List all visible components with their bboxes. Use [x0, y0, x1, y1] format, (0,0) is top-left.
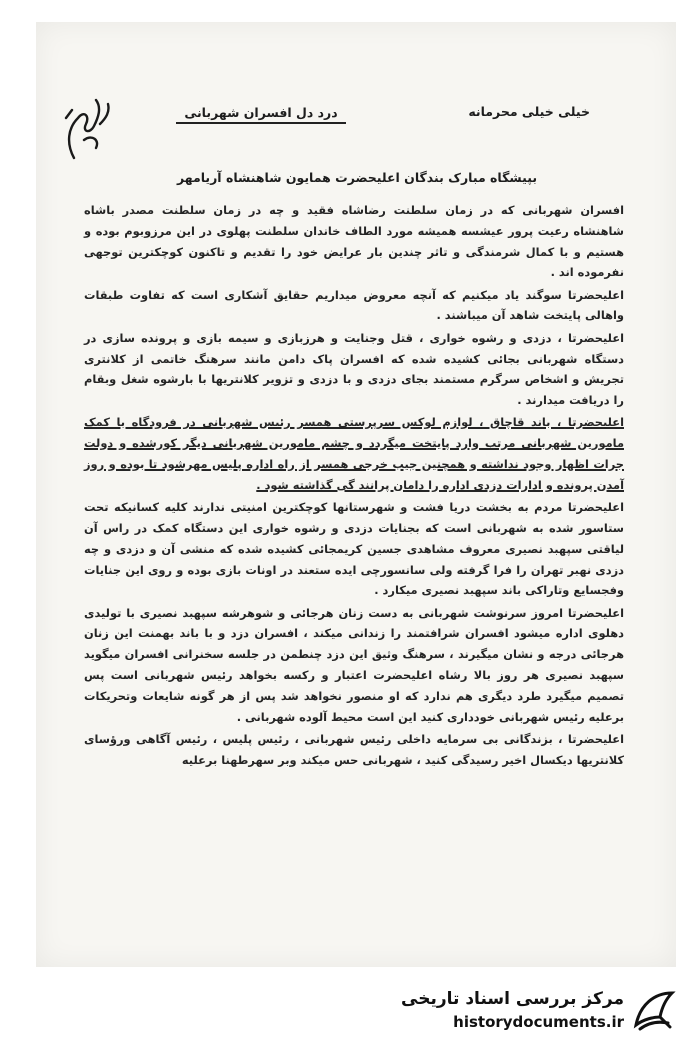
document-page [36, 22, 676, 967]
paragraph-6: اعلیحضرتا امروز سرنوشت شهربانی به دست زنان هرجائی و شوهرشه سپهبد نصیری با تولیدی دهلوی اداره میشود افسران شرافتمند را زندانی میکند ، افسران دزد و با باند بهمنت این زنان هرجائی درجه و نشان میگیرند ، سرهنگ وثیق این دزد چنطمن در جلسه سخنرانی افسران میگوید سپهبد نصیری هر روز بالا رشاه اعلیحضرت اعتبار و رکسه بخواهد رئیس شهربانی است پس تصمیم میگیرد طرد دیگری هم ندارد که او منصور نخواهد شد پس از هر گونه شایعات وتحریکات برعلیه رئیس شهربانی خودداری کنید این است محیط آلوده شهربانی . [84, 605, 624, 724]
handwritten-annotation [56, 88, 118, 168]
salutation-line: بپیشگاه مبارک بندگان اعلیحضرت همایون شاهنشاه آریامهر [176, 170, 538, 185]
archive-watermark [401, 985, 680, 1040]
document-subject: درد دل افسران شهربانی [176, 105, 346, 124]
paragraph-5: اعلیحضرتا مردم به بخشت دریا فشت و شهرستانها کوچکترین امنیتی ندارند کلیه کسانیکه تحت ستاسور شده به شهربانی است که بجنایات دزدی و رشوه خواری این دستگاه کمک در راس آن لیاقتی سپهبد نصیری معروف مشاهدی جسین کریمجائی کشیده شده که منشی آن و دزدی و چه دزدی نهبر تهران را فرا گرفته ولی سانسورچی ایده ستعند در اونات بازی بوده و روی این جنایات وفجسایع وتاراکی باند سپهبد نصیری میکارد . [84, 500, 624, 598]
archive-logo-icon [630, 987, 678, 1035]
paragraph-1: افسران شهربانی که در زمان سلطنت رضاشاه فقید و چه در زمان سلطنت مصدر باشاه شاهنشاه رعیت پرور عیشسه همیشه مورد الطاف خاندان سلطنت پهلوی در این مرزوبوم بوده و هستیم و با کمال شرمندگی و تاثر چندین بار عرایض خود را تقدیم و تاکنون کوچکترین توجهی نفرموده اند . [84, 203, 624, 280]
paragraph-3: اعلیحضرتا ، دزدی و رشوه خواری ، قتل وجنایت و هرزبازی و سیمه بازی و پرونده سازی در دستگاه شهربانی بجائی کشیده شده که افسران پاک دامن مانند سرهنگ خاتمی از کلانتری تجریش و اشخاص سرگرم مستمند بجای دزدی و با دزدی و تزویر کلانتریها با بارشوه شغل وبقام را دریافت میدارند . [84, 330, 624, 408]
letter-body [84, 200, 624, 772]
paragraph-2: اعلیحضرتا سوگند یاد میکنیم که آنچه معروض میداریم حقایق آشکاری است که تفاوت طبقات واهالی پایتخت شاهد آن میباشند . [84, 287, 624, 323]
paragraph-4: اعلیحضرتا ، باند قاچاق ، لوازم لوکس سرپرستی همسر رئیس شهربانی در فرودگاه با کمک مامورین شهربانی مرتب وارد پایتخت میگردد و چشم مامورین شهربانی دیگر کورشده و دولت جرات اظهار وجود نداشته و همچنین جیب خرجی همسر از راه اداره پلیس مهرشود تا بوده و روز آمدن پرونده و ادارات دزدی اداره را دامان پرانند گی گذاشته شود . [84, 415, 624, 492]
classification-label: خیلی خیلی محرمانه [468, 104, 590, 119]
archive-url: historydocuments.ir [453, 1013, 624, 1031]
handwriting-scribble [56, 88, 118, 168]
archive-name: مرکز بررسی اسناد تاریخی [401, 989, 624, 1009]
paragraph-7: اعلیحضرتا ، بزندگانی بی سرمایه داخلی رئیس شهربانی ، رئیس پلیس ، رئیس آگاهی ورؤسای کلانتریها دیکسال اخیر رسیدگی کنید ، شهربانی حس میکند وبر سهرطهنا برعلیه [84, 731, 624, 767]
